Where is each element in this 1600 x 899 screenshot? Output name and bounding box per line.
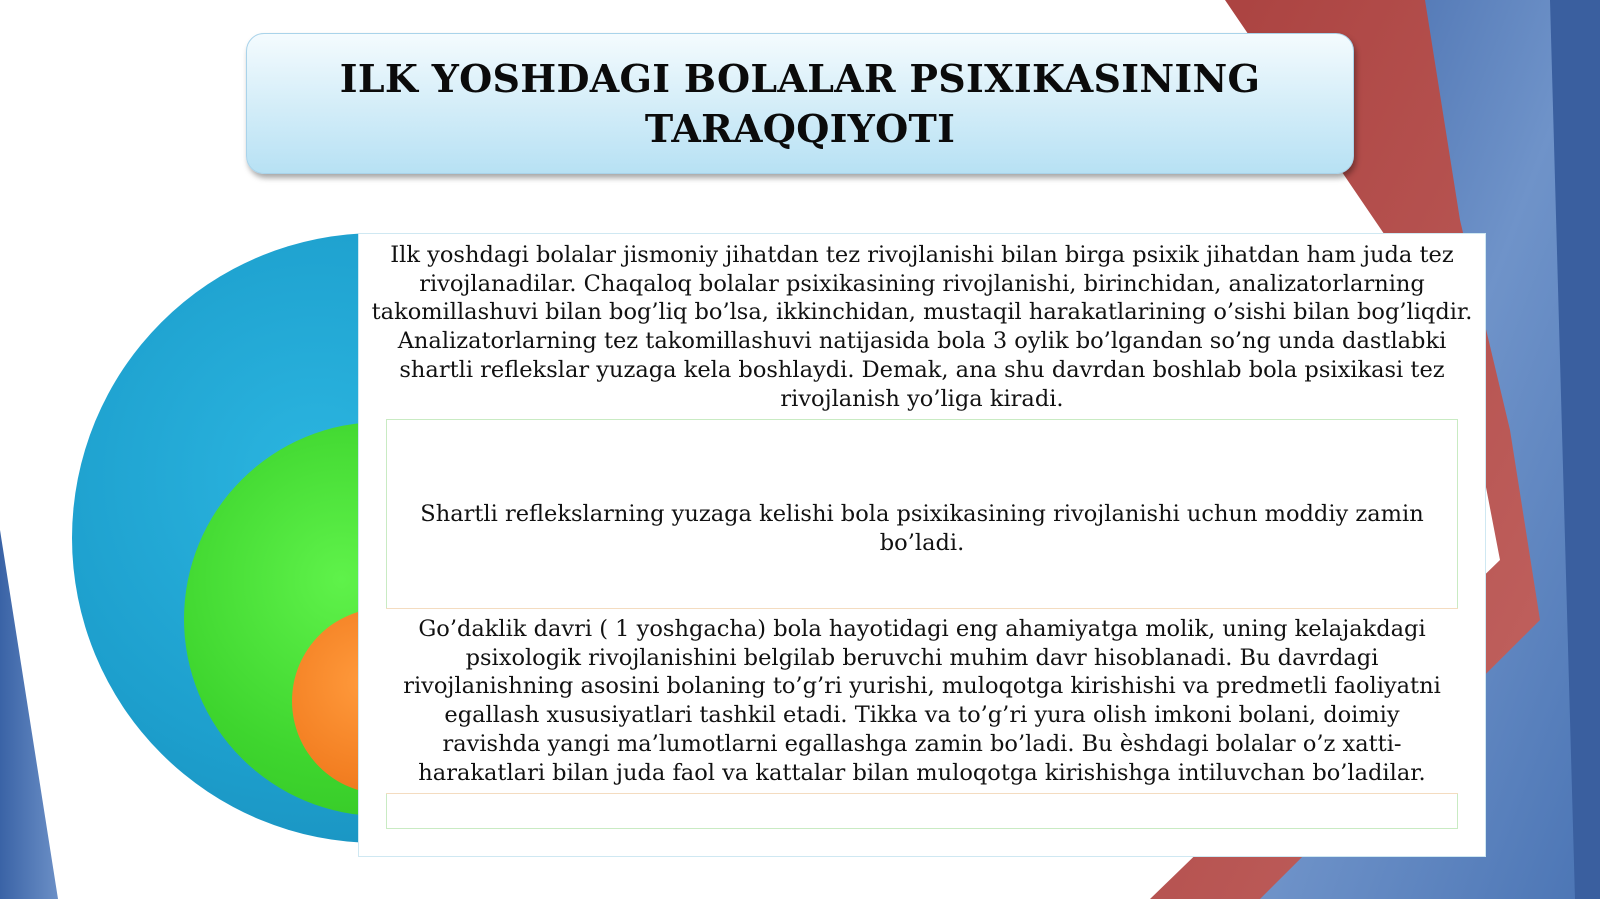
paragraph-second: Shartli reflekslarning yuzaga kelishi bola psixikasining rivojlanishi uchun moddiy zamin bo’ladi.	[420, 501, 1424, 556]
left-blue-wedge	[0, 530, 58, 899]
paragraph-first: Ilk yoshdagi bolalar jismoniy jihatdan tez rivojlanishi bilan birga psixik jihatdan ham juda tez rivojlanadilar. Chaqaloq bolalar psixikasining rivojlanishi, birinchidan, analizatorlarning takomillashuvi bilan bog’liq bo’lsa, ikkinchidan, mustaqil harakatlarining o’sishi bilan bog’liqdir. Analizatorlarning tez takomillashuvi natijasida bola 3 oylik bo’lgandan so’ng unda dastlabki shartli reflekslar yuzaga kela boshlaydi. Demak, ana shu davrdan boshlab bola psixikasi tez rivojlanish yo’liga kiradi.	[371, 242, 1473, 412]
title-banner	[246, 33, 1354, 174]
slide-title: ILK YOSHDAGI BOLALAR PSIXIKASINING TARAQQIYOTI	[339, 55, 1261, 151]
white-light-streak	[1236, 170, 1275, 240]
paragraph-third: Go’daklik davri ( 1 yoshgacha) bola hayotidagi eng ahamiyatga molik, uning kelajakdagi psixologik rivojlanishini belgilab beruvchi muhim davr hisoblanadi. Bu davrdagi rivojlanishning asosini bolaning to’g’ri yurishi, muloqotga kirishishi va predmetli faoliyatni egallash xususiyatlari tashkil etadi. Tikka va to’g’ri yura olish imkoni bolani, doimiy ravishda yangi ma’lumotlarni egallashga zamin bo’ladi. Bu èshdagi bolalar o’z xatti-harakatlari bilan juda faol va kattalar bilan muloqotga kirishishga intiluvchan bo’ladilar.	[403, 616, 1441, 786]
